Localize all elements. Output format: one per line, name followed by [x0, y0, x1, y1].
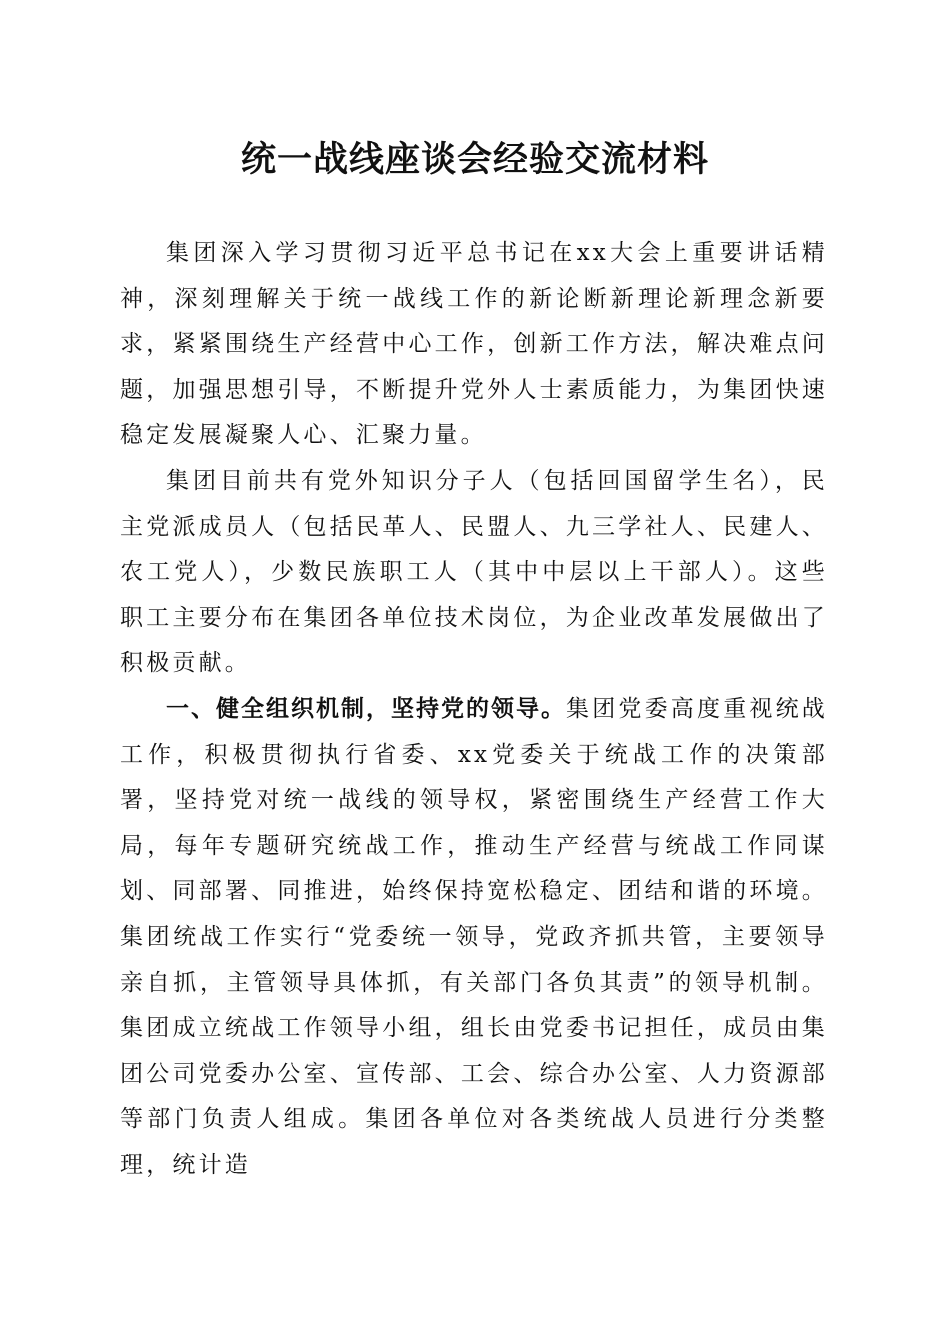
- paragraph-section-one-text: 集团党委高度重视统战工作，积极贯彻执行省委、xx党委关于统战工作的决策部署，坚持党对统一战线的领导权，紧密围绕生产经营工作大局，每年专题研究统战工作，推动生产经营与统战工作同谋划、同部署、同推进，始终保持宽松稳定、团结和谐的环境。集团统战工作实行“党委统一领导，党政齐抓共管，主要领导亲自抓，主管领导具体抓，有关部门各负其责”的领导机制。集团成立统战工作领导小组，组长由党委书记担任，成员由集团公司党委办公室、宣传部、工会、综合办公室、人力资源部等部门负责人组成。集团各单位对各类统战人员进行分类整理，统计造: [120, 695, 828, 1178]
- document-body: [120, 231, 828, 1188]
- paragraph-intro-text: 集团深入学习贯彻习近平总书记在xx大会上重要讲话精神，深刻理解关于统一战线工作的新论断新理论新理念新要求，紧紧围绕生产经营中心工作，创新工作方法，解决难点问题，加强思想引导，不断提升党外人士素质能力，为集团快速稳定发展凝聚人心、汇聚力量。: [120, 240, 828, 449]
- section-one-heading: 一、健全组织机制，坚持党的领导。: [166, 695, 566, 722]
- paragraph-intro: [120, 231, 828, 459]
- paragraph-section-one: [120, 687, 828, 1189]
- paragraph-membership: [120, 459, 828, 687]
- paragraph-membership-text: 集团目前共有党外知识分子人（包括回国留学生名），民主党派成员人（包括民革人、民盟人、九三学社人、民建人、农工党人），少数民族职工人（其中中层以上干部人）。这些职工主要分布在集团各单位技术岗位，为企业改革发展做出了积极贡献。: [120, 467, 828, 677]
- document-title: 统一战线座谈会经验交流材料: [240, 139, 709, 180]
